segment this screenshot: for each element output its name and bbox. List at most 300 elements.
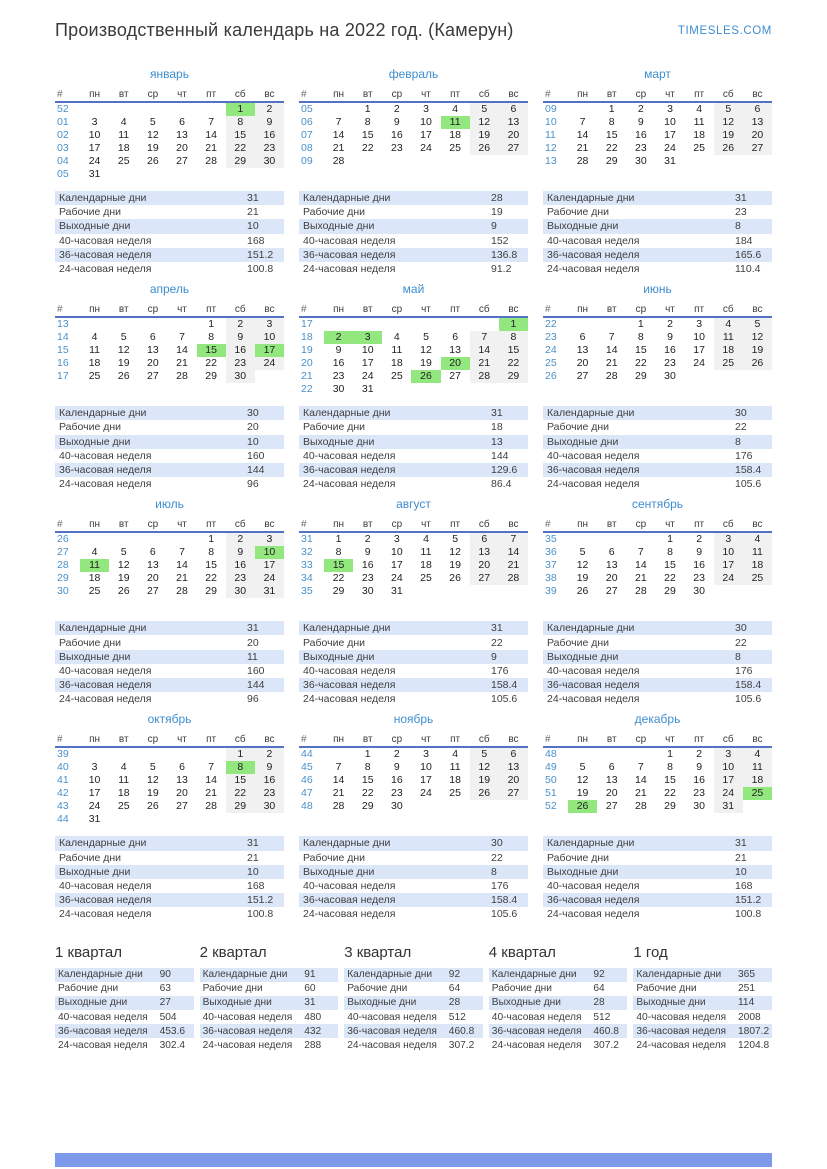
day-cell: 18 [693,129,705,141]
stat-label: 24-часовая неделя [59,908,152,921]
stat-label: 24-часовая неделя [347,1040,437,1052]
stat-value: 8 [491,865,497,878]
stat-value: 27 [159,997,171,1009]
week-column-header: # [301,303,307,315]
month-stats-table [299,836,528,921]
day-cell: 6 [149,331,156,344]
weekend-day-cell: 6 [499,747,528,761]
stat-label: Рабочие дни [59,206,122,219]
day-header: пн [89,88,101,100]
day-cell [441,155,470,168]
day-cell: 11 [449,761,461,774]
stat-row [543,865,772,879]
stat-value: 168 [247,880,265,893]
calendar-table [543,302,772,383]
week-column-header: # [57,733,63,745]
calendar-table [55,517,284,598]
weekend-day-cell: 27 [743,142,772,155]
day-header: пн [89,518,101,530]
week-row [55,546,284,559]
day-header: пн [333,303,345,315]
weekend-day-cell: 8 [226,116,255,129]
month-block [55,497,284,706]
stat-label: Выходные дни [59,865,131,878]
day-cell: 12 [576,774,589,787]
months-grid [55,67,772,928]
day-cell: 16 [635,129,647,141]
day-cell [382,155,411,168]
day-cell: 30 [332,383,345,396]
weekend-day-cell: 18 [714,344,743,357]
day-cell: 28 [205,155,217,167]
day-cell: 13 [176,774,188,787]
stat-label: Календарные дни [636,969,722,981]
week-row [299,546,528,559]
stat-value: 144 [247,463,265,476]
day-cell: 2 [696,533,703,546]
day-header: чт [177,733,187,745]
holiday-day-cell: 20 [441,357,470,370]
day-cell: 3 [91,116,98,128]
month-stats-table [55,406,284,491]
day-cell: 10 [420,116,432,128]
month-name: ноябрь [393,712,434,727]
week-number: 05 [301,103,313,115]
day-header: ср [391,733,403,745]
stat-value: 23 [735,206,747,219]
stat-value: 136.8 [491,248,518,261]
day-header: ср [147,518,159,530]
day-cell: 18 [391,357,403,370]
day-cell: 29 [205,585,217,598]
day-cell: 9 [364,546,371,559]
day-header: сб [478,518,490,530]
day-cell: 16 [693,774,705,787]
day-cell: 9 [667,331,673,344]
day-header: ср [147,303,159,315]
summary-stat-row [55,1010,194,1024]
week-row [299,572,528,585]
day-cell: 19 [147,787,159,800]
summary-stat-row [55,982,194,996]
day-cell: 6 [149,546,156,559]
week-row [299,370,528,383]
summary-stat-row [200,1024,339,1038]
stat-row [543,219,772,233]
day-cell [597,747,626,761]
day-header: чт [665,88,675,100]
calendar-table [55,732,284,826]
day-header: сб [722,733,734,745]
week-row [543,155,772,168]
stat-label: 36-часовая неделя [59,248,152,261]
day-header: ср [635,303,647,315]
day-cell [685,370,714,383]
weekend-day-cell: 16 [255,774,284,787]
day-cell [353,155,382,168]
day-cell: 21 [635,572,647,585]
stat-value: 96 [247,693,259,706]
stat-row [543,851,772,865]
weekend-day-cell: 2 [255,747,284,761]
weekend-day-cell: 23 [255,787,284,800]
day-header: чт [177,518,187,530]
day-cell [499,585,528,598]
stat-row [299,635,528,649]
day-cell [324,102,353,116]
day-cell: 10 [664,116,676,128]
stat-row [55,650,284,664]
day-cell: 13 [576,344,589,357]
day-cell [167,532,196,546]
day-cell: 31 [391,585,403,598]
stat-label: Календарные дни [347,969,433,981]
week-column-header: # [57,303,63,315]
stat-label: Календарные дни [547,837,635,850]
stat-value: 22 [491,636,503,649]
stat-row [543,205,772,219]
weekend-day-cell: 9 [226,546,255,559]
month-stats-table [55,621,284,706]
day-cell: 8 [637,331,644,344]
week-row [299,357,528,370]
day-cell: 19 [147,142,159,154]
week-number: 36 [545,546,557,559]
day-cell [80,102,109,116]
day-header: вт [118,733,129,745]
summary-stat-row [489,968,628,982]
day-header: чт [665,518,675,530]
holiday-day-cell: 2 [324,331,353,344]
day-header: вс [752,518,763,530]
day-cell: 1 [667,533,673,546]
stat-label: 36-часовая неделя [59,894,152,907]
day-cell: 27 [176,800,188,813]
day-cell: 17 [391,559,403,572]
stat-label: Календарные дни [547,622,635,635]
stat-row [55,893,284,907]
week-row [55,129,284,142]
month-calendar [299,732,528,829]
week-row [55,585,284,598]
month-block [543,67,772,276]
stat-label: 36-часовая неделя [59,463,152,476]
day-header: вт [362,733,373,745]
day-cell [499,800,528,813]
stat-row [543,248,772,262]
stat-row [543,234,772,248]
summary-stat-row [489,1024,628,1038]
week-row [55,572,284,585]
stat-label: Выходные дни [303,650,375,663]
month-stats-table [299,406,528,491]
week-row [543,370,772,383]
stat-value: 21 [247,851,259,864]
day-cell [470,155,499,168]
stat-row [55,262,284,276]
stat-value: 31 [247,837,259,850]
day-header: вт [362,88,373,100]
week-number: 02 [57,129,69,141]
day-cell: 12 [420,344,432,357]
month-block [543,282,772,491]
stat-label: 24-часовая неделя [202,1040,293,1052]
weekend-day-cell: 22 [226,142,255,155]
day-header: пт [206,518,217,530]
day-cell: 19 [576,787,589,800]
stat-value: 184 [735,234,753,247]
stat-row [543,435,772,449]
day-cell: 19 [420,357,432,370]
week-row [55,116,284,129]
day-cell [470,317,499,331]
stat-value: 288 [304,1040,322,1052]
stat-value: 10 [247,865,259,878]
stat-value: 160 [247,664,265,677]
stat-label: 36-часовая неделя [303,679,396,692]
day-header: пт [206,303,217,315]
stat-value: 100.8 [247,908,274,921]
weekend-day-cell: 2 [255,102,284,116]
stat-value: 31 [304,997,316,1009]
week-row [55,774,284,787]
week-row [55,357,284,370]
weekend-day-cell: 1 [226,747,255,761]
week-number: 34 [301,572,313,585]
stat-label: Рабочие дни [303,636,366,649]
stat-label: 24-часовая неделя [58,1040,148,1052]
summary-block [344,944,483,1053]
day-cell: 10 [693,331,705,344]
month-block [299,497,528,706]
day-header: пн [577,518,589,530]
stat-label: 36-часовая неделя [303,894,396,907]
weekend-day-cell: 26 [470,142,499,155]
day-header: чт [421,733,431,745]
week-row [543,532,772,546]
calendar-table [299,517,528,598]
stat-label: Календарные дни [59,622,147,635]
day-cell: 16 [361,559,374,572]
day-cell: 5 [579,546,586,559]
stat-value: 144 [247,679,265,692]
month-name: август [396,497,431,512]
weekend-day-cell: 19 [470,774,499,787]
holiday-day-cell: 15 [197,344,226,357]
stat-label: 36-часовая неделя [58,1025,148,1037]
day-header: вс [264,518,275,530]
stat-row [299,893,528,907]
stat-row [55,234,284,248]
weekend-day-cell: 15 [226,129,255,142]
stat-value: 10 [735,865,747,878]
weekend-day-cell: 3 [255,532,284,546]
stat-value: 18 [491,421,503,434]
stat-label: Календарные дни [303,407,391,420]
week-number: 42 [57,787,69,800]
week-number: 09 [301,155,313,167]
day-cell: 22 [205,572,217,585]
day-header: вт [606,88,617,100]
day-cell: 2 [393,748,400,761]
weekend-day-cell: 24 [255,357,284,370]
weekend-day-cell: 28 [499,572,528,585]
month-stats-table [55,836,284,921]
day-cell [626,532,655,546]
stat-value: 96 [247,478,259,491]
day-cell: 23 [361,572,374,585]
day-cell: 25 [117,155,130,167]
week-number: 14 [57,331,69,344]
weekend-day-cell: 16 [226,344,255,357]
stat-label: Выходные дни [547,650,619,663]
day-header: ср [635,518,647,530]
day-cell: 5 [452,533,459,546]
weekend-day-cell: 2 [226,532,255,546]
stat-label: Рабочие дни [636,983,697,995]
week-number: 01 [57,116,69,128]
week-row [55,370,284,383]
week-row [299,331,528,344]
stat-label: Выходные дни [303,435,375,448]
day-header: сб [234,733,246,745]
day-cell [167,168,196,181]
stat-label: Рабочие дни [58,983,119,995]
week-row [543,102,772,116]
stat-label: 40-часовая неделя [491,1011,582,1023]
summary-stat-row [489,1010,628,1024]
day-cell: 18 [117,787,130,800]
day-header: пн [333,733,345,745]
weekend-day-cell: 14 [470,344,499,357]
month-name: июнь [643,282,672,297]
stat-label: 36-часовая неделя [547,679,640,692]
day-cell: 26 [117,370,130,383]
week-row [299,344,528,357]
site-link[interactable]: TIMESLES.COM [677,25,772,37]
week-row [55,747,284,761]
week-number: 17 [57,370,69,383]
day-cell: 9 [335,344,342,357]
stat-row [55,420,284,434]
day-cell: 12 [117,344,130,357]
stat-row [299,477,528,491]
summary-block [633,944,772,1053]
day-cell: 22 [605,142,618,154]
stat-label: 40-часовая неделя [547,234,640,247]
page-header [55,20,772,41]
month-stats-table [543,406,772,491]
day-cell: 1 [364,103,371,115]
day-header: сб [478,88,490,100]
day-cell: 17 [88,142,101,154]
day-cell: 14 [635,559,647,572]
day-cell: 6 [179,761,185,774]
weekend-day-cell: 26 [714,142,743,155]
stat-row [299,851,528,865]
stat-row [299,621,528,635]
week-row [55,155,284,168]
day-cell: 22 [664,572,676,585]
stat-label: Рабочие дни [347,983,408,995]
calendar-table [543,87,772,168]
stat-label: 40-часовая неделя [547,449,640,462]
week-number: 10 [545,116,557,128]
day-header: чт [665,303,675,315]
stat-value: 30 [735,407,747,420]
day-cell: 25 [88,370,101,383]
day-cell: 21 [205,142,217,154]
stat-label: 36-часовая неделя [202,1025,293,1037]
stat-row [55,879,284,893]
month-block [299,67,528,276]
week-number: 39 [57,748,69,761]
day-cell: 3 [423,103,429,115]
weekend-day-cell: 6 [499,102,528,116]
stat-row [543,262,772,276]
summary-stat-row [344,1010,483,1024]
week-row [299,116,528,129]
stat-row [543,664,772,678]
day-cell [568,102,597,116]
stat-value: 13 [491,435,503,448]
stat-value: 151.2 [247,248,274,261]
stat-value: 512 [593,1011,611,1023]
day-cell [714,585,743,598]
stat-value: 512 [448,1011,466,1023]
summary-title: 1 квартал [55,943,123,961]
day-cell [597,317,626,331]
holiday-day-cell: 10 [255,546,284,559]
stat-value: 30 [735,622,747,635]
day-header: вт [606,518,617,530]
day-cell: 24 [361,370,374,383]
day-cell [109,532,138,546]
month-name: апрель [149,282,190,297]
day-cell: 10 [361,344,374,357]
day-header: вт [606,303,617,315]
stat-value: 152 [491,234,509,247]
summary-stat-row [55,968,194,982]
stat-value: 28 [593,997,605,1009]
weekend-day-cell: 30 [226,370,255,383]
day-cell: 25 [420,572,432,585]
weekend-day-cell: 18 [743,559,772,572]
day-cell: 12 [117,559,130,572]
weekend-day-cell: 5 [470,747,499,761]
stat-row [543,650,772,664]
weekend-day-cell: 27 [499,142,528,155]
stat-value: 90 [159,969,171,981]
stat-value: 100.8 [735,908,762,921]
week-number: 08 [301,142,313,154]
day-header: пт [206,733,217,745]
stat-value: 158.4 [491,894,518,907]
day-header: пн [577,303,589,315]
weekend-day-cell: 10 [714,761,743,774]
week-number: 06 [301,116,313,128]
day-cell: 8 [364,761,371,774]
stat-label: Календарные дни [547,192,635,205]
weekend-day-cell: 18 [743,774,772,787]
day-cell: 8 [208,331,215,344]
week-number: 48 [545,748,557,761]
month-calendar [543,302,772,399]
stat-value: 168 [735,880,753,893]
day-cell: 2 [667,318,673,331]
day-header: чт [177,88,187,100]
day-cell: 11 [420,546,432,559]
